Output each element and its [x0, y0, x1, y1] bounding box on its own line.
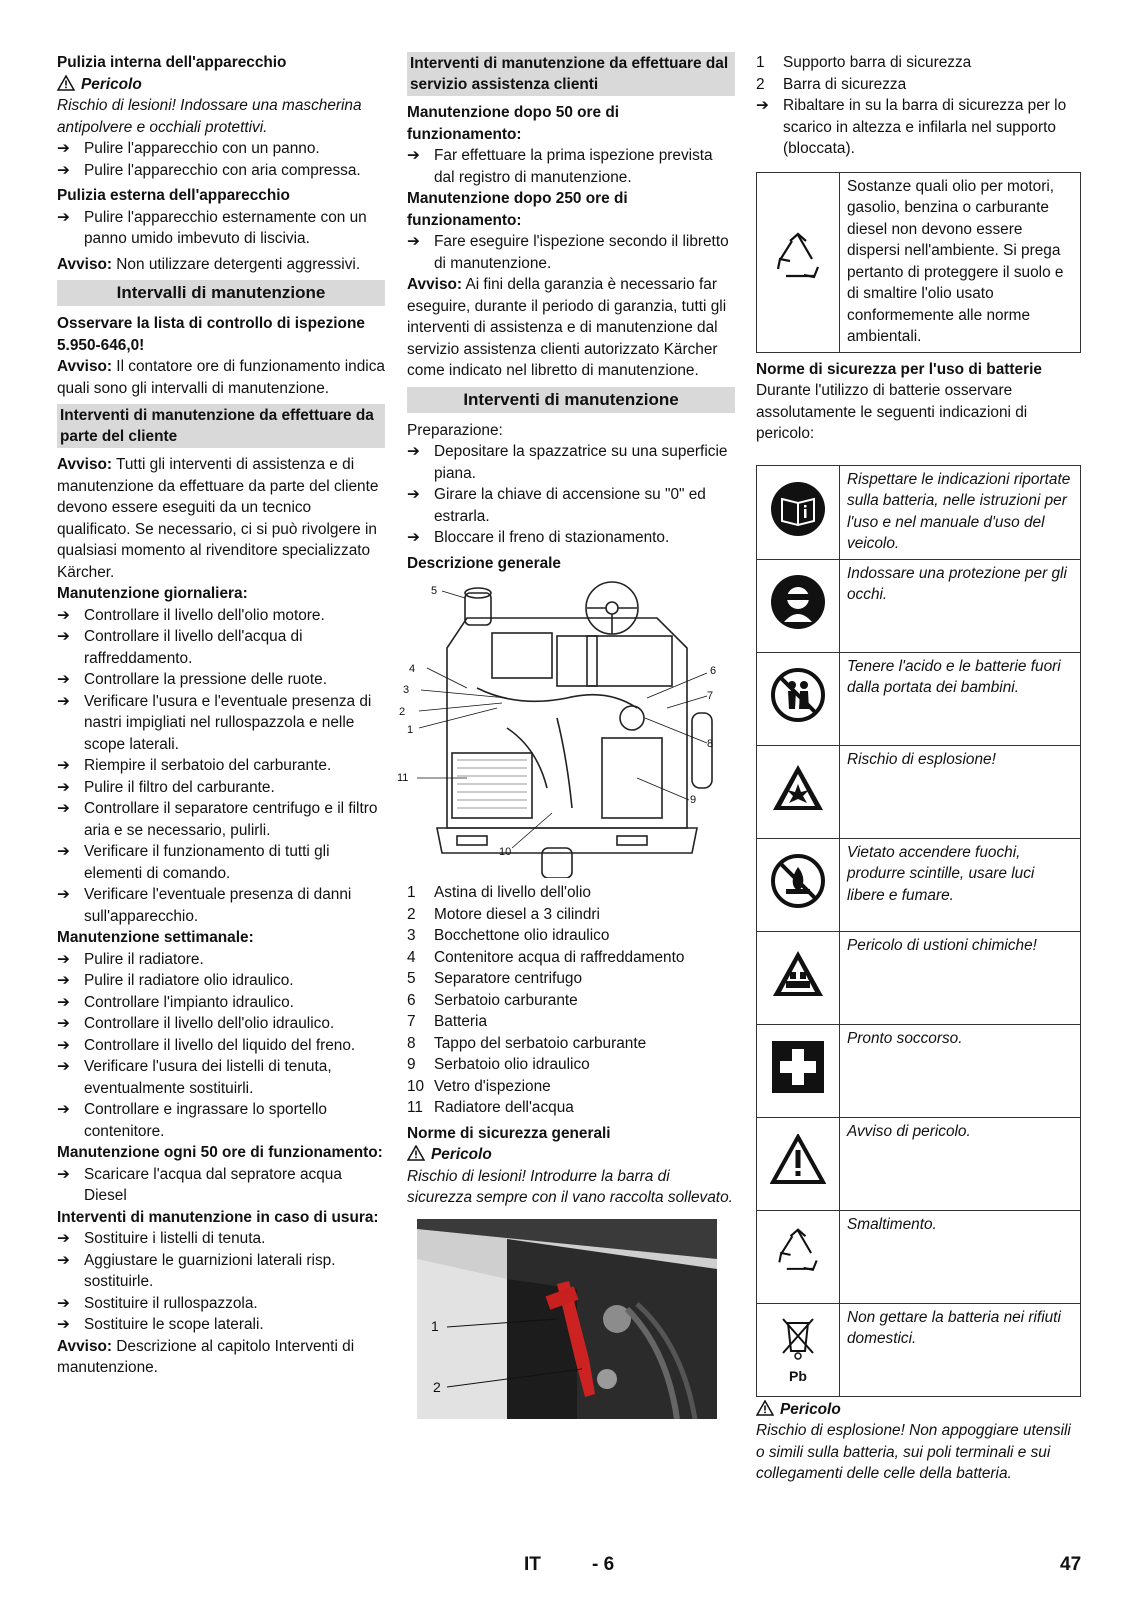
heading-checklist: Osservare la lista di controllo di ispezione 5.950-646,0!	[57, 315, 365, 354]
list-item: 10 Vetro d'ispezione	[407, 1077, 551, 1095]
heading-after250: Manutenzione dopo 250 ore di funzionamento:	[407, 190, 628, 229]
preparation-label: Preparazione:	[407, 421, 503, 439]
step: ➔ Depositare la spazzatrice su una superficie piana.	[407, 443, 728, 482]
arrow-icon: ➔	[57, 606, 70, 624]
footer-section-page: - 6	[592, 1554, 615, 1575]
step: ➔ Controllare e ingrassare lo sportello contenitore.	[57, 1101, 327, 1140]
arrow-icon: ➔	[407, 529, 420, 546]
column-left	[57, 52, 385, 1379]
danger-text: Rischio di lesioni! Introdurre la barra di sicurezza sempre con il vano raccolta sollevato.	[407, 1167, 733, 1206]
steps-50h	[57, 1164, 385, 1207]
notice: Avviso: Non utilizzare detergenti aggressivi.	[57, 255, 361, 273]
step: ➔ Ribaltare in su la barra di sicurezza per lo scarico in altezza e infilarla nel supporto (bloccata).	[756, 97, 1067, 157]
after50-steps	[407, 145, 735, 188]
section-bar-customer: Interventi di manutenzione da effettuare da parte del cliente	[57, 404, 385, 448]
machine-diagram	[397, 578, 735, 878]
list-item: 11 Radiatore dell'acqua	[407, 1099, 574, 1116]
recycling-icon	[757, 172, 840, 352]
general-warning-icon	[757, 1117, 840, 1210]
arrow-icon: ➔	[57, 208, 70, 226]
section-bar-service: Interventi di manutenzione da effettuare dal servizio assistenza clienti	[407, 52, 735, 96]
eye-protection-icon	[757, 559, 840, 652]
symbol-row	[757, 745, 1081, 838]
corrosive-warning-icon	[757, 931, 840, 1024]
arrow-icon: ➔	[57, 993, 70, 1011]
external-steps	[57, 207, 385, 250]
footer-page-number: 47	[1060, 1554, 1082, 1575]
first-aid-icon	[757, 1024, 840, 1117]
arrow-icon: ➔	[57, 886, 70, 903]
battery-intro: Durante l'utilizzo di batterie osservare assolutamente le seguenti indicazioni di pericolo:	[756, 382, 1028, 442]
danger-text: Rischio di lesioni! Indossare una mascherina antipolvere e occhiali protettivi.	[57, 97, 362, 136]
list-item: 1 Supporto barra di sicurezza	[756, 54, 972, 71]
wear-steps	[57, 1228, 385, 1336]
heading-general-description: Descrizione generale	[407, 554, 561, 572]
step: ➔ Scaricare l'acqua dal sepratore acqua Diesel	[57, 1165, 342, 1204]
step: ➔ Pulire il filtro del carburante.	[57, 777, 385, 799]
figure-label: 3	[403, 684, 410, 696]
step: ➔ Bloccare il freno di stazionamento.	[407, 527, 735, 549]
list-item: 4 Contenitore acqua di raffreddamento	[407, 948, 685, 966]
section-bar-maintenance: Interventi di manutenzione	[407, 387, 735, 413]
danger-heading: Pericolo	[57, 74, 385, 96]
step: ➔ Controllare il livello dell'olio motore.	[57, 605, 385, 627]
danger-text: Rischio di esplosione! Non appoggiare utensili o simili sulla batteria, sui poli terminali e sui collegamenti delle celle della batteria.	[756, 1422, 1071, 1482]
symbol-row	[757, 1117, 1081, 1210]
step: ➔ Controllare il livello del liquido del freno.	[57, 1035, 385, 1057]
safety-bar-picture	[417, 1219, 717, 1419]
step: ➔ Controllare il separatore centrifugo e il filtro aria e se necessario, pulirli.	[57, 800, 378, 839]
photo-label: 1	[431, 1317, 439, 1334]
photo-label: 2	[433, 1378, 441, 1395]
step: ➔ Verificare l'usura dei listelli di tenuta, eventualmente sostituirli.	[57, 1058, 332, 1097]
internal-steps	[57, 138, 385, 181]
step: ➔ Sostituire le scope laterali.	[57, 1314, 385, 1336]
list-item: 2 Motore diesel a 3 cilindri	[407, 905, 600, 923]
arrow-icon: ➔	[407, 233, 420, 250]
step: ➔ Sostituire il rullospazzola.	[57, 1293, 385, 1315]
machine-drawing	[407, 578, 735, 878]
step: ➔ Pulire il radiatore olio idraulico.	[57, 970, 385, 992]
heading-internal-cleaning: Pulizia interna dell'apparecchio	[57, 54, 287, 71]
symbol-text: Vietato accendere fuochi, produrre scintille, usare luci libere e fumare.	[840, 838, 1081, 931]
figure-label: 4	[409, 663, 416, 675]
arrow-icon: ➔	[57, 628, 70, 645]
battery-symbols-table	[756, 465, 1081, 1397]
symbol-row	[757, 838, 1081, 931]
figure-label: 10	[499, 846, 512, 858]
figure-label: 7	[707, 690, 714, 702]
figure-label: 5	[431, 585, 438, 597]
arrow-icon: ➔	[57, 972, 70, 989]
warning-triangle-icon	[756, 1400, 774, 1416]
heading-after50: Manutenzione dopo 50 ore di funzionamento:	[407, 104, 620, 143]
section-bar-intervals: Intervalli di manutenzione	[57, 280, 385, 306]
symbol-row	[757, 559, 1081, 652]
arrow-icon: ➔	[57, 1015, 70, 1032]
heading-external-cleaning: Pulizia esterna dell'apparecchio	[57, 187, 290, 204]
no-household-waste-icon	[757, 1303, 840, 1396]
symbol-text: Pericolo di ustioni chimiche!	[840, 931, 1081, 1024]
prep-steps	[407, 441, 735, 549]
step: ➔ Riempire il serbatoio del carburante.	[57, 755, 385, 777]
arrow-icon: ➔	[407, 486, 420, 503]
keep-children-away-icon	[757, 652, 840, 745]
parts-list	[407, 882, 735, 1119]
symbol-text: Avviso di pericolo.	[840, 1117, 1081, 1210]
list-item: 6 Serbatoio carburante	[407, 991, 578, 1009]
step: ➔ Pulire l'apparecchio con un panno.	[57, 138, 385, 160]
figure-label: 9	[690, 794, 697, 806]
photo-legend	[756, 52, 1081, 95]
step: ➔ Verificare l'eventuale presenza di danni sull'apparecchio.	[57, 886, 352, 925]
symbol-row	[757, 931, 1081, 1024]
recycling-icon	[757, 1210, 840, 1303]
warning-triangle-icon	[57, 75, 75, 91]
step: ➔ Pulire l'apparecchio esternamente con un panno umido imbevuto di liscivia.	[57, 208, 367, 247]
step: ➔ Pulire l'apparecchio con aria compressa.	[57, 160, 385, 182]
environment-text: Sostanze quali olio per motori, gasolio, benzina o carburante diesel non devono essere dispersi nell'ambiente. Si prega pertanto di proteggere il suolo e di smaltire l'olio usato conformemente alle norme ambientali.	[840, 172, 1081, 352]
step: ➔ Verificare l'usura e l'eventuale presenza di nastri impigliati nel rullospazzola e nelle scope laterali.	[57, 692, 372, 753]
arrow-icon: ➔	[57, 1251, 70, 1269]
list-item: 7 Batteria	[407, 1013, 488, 1030]
list-item: 8 Tappo del serbatoio carburante	[407, 1034, 647, 1052]
heading-battery-safety: Norme di sicurezza per l'uso di batterie	[756, 360, 1042, 378]
symbol-row	[757, 1210, 1081, 1303]
figure-label: 2	[399, 706, 406, 718]
arrow-icon: ➔	[57, 671, 70, 688]
step: ➔ Pulire il radiatore.	[57, 949, 385, 971]
symbol-text: Indossare una protezione per gli occhi.	[840, 559, 1081, 652]
arrow-icon: ➔	[57, 1165, 70, 1183]
arrow-icon: ➔	[57, 757, 70, 774]
arrow-icon: ➔	[57, 1294, 70, 1312]
heading-50h: Manutenzione ogni 50 ore di funzionamento:	[57, 1144, 383, 1161]
list-item: 1 Astina di livello dell'olio	[407, 884, 591, 901]
arrow-icon: ➔	[57, 140, 70, 157]
heading-daily: Manutenzione giornaliera:	[57, 585, 248, 602]
danger-heading: Pericolo	[756, 1399, 1081, 1421]
step: ➔ Controllare l'impianto idraulico.	[57, 992, 385, 1014]
step: ➔ Controllare la pressione delle ruote.	[57, 669, 385, 691]
column-middle	[397, 52, 735, 1419]
notice: Avviso: Descrizione al capitolo Interventi di manutenzione.	[57, 1337, 355, 1376]
figure-label: 1	[407, 724, 414, 736]
pb-label: Pb	[789, 1367, 807, 1384]
heading-general-safety: Norme di sicurezza generali	[407, 1124, 611, 1142]
heading-weekly: Manutenzione settimanale:	[57, 929, 254, 946]
footer-language: IT	[524, 1554, 541, 1575]
arrow-icon: ➔	[407, 147, 420, 164]
arrow-icon: ➔	[57, 800, 70, 817]
step: ➔ Sostituire i listelli di tenuta.	[57, 1228, 385, 1250]
arrow-icon: ➔	[57, 161, 70, 179]
weekly-steps	[57, 949, 385, 1143]
symbol-row	[757, 652, 1081, 745]
arrow-icon: ➔	[57, 1058, 70, 1075]
legend-steps	[756, 95, 1081, 160]
no-fire-icon	[757, 838, 840, 931]
symbol-row	[757, 1303, 1081, 1396]
figure-label: 11	[397, 772, 409, 784]
manual-info-icon	[757, 465, 840, 559]
safety-bar-photo	[417, 1219, 717, 1419]
step: ➔ Verificare il funzionamento di tutti gli elementi di comando.	[57, 843, 330, 882]
arrow-icon: ➔	[57, 1316, 70, 1333]
step: ➔ Fare eseguire l'ispezione secondo il libretto di manutenzione.	[407, 233, 729, 272]
step: ➔ Controllare il livello dell'olio idraulico.	[57, 1013, 385, 1035]
danger-heading: Pericolo	[407, 1144, 735, 1166]
symbol-text: Rischio di esplosione!	[840, 745, 1081, 838]
notice: Avviso: Tutti gli interventi di assistenza e di manutenzione da effettuare da parte del cliente devono essere eseguiti da un tecnico qualificato. Se necessario, ci si può rivolgere in qualsiasi momento al rivenditore specializzato Kärcher.	[57, 456, 379, 581]
after250-steps	[407, 231, 735, 274]
warning-triangle-icon	[407, 1145, 425, 1161]
symbol-row	[757, 465, 1081, 559]
symbol-text: Smaltimento.	[840, 1210, 1081, 1303]
list-item: 3 Bocchettone olio idraulico	[407, 927, 610, 944]
list-item: 9 Serbatoio olio idraulico	[407, 1056, 590, 1073]
symbol-text: Tenere l'acido e le batterie fuori dalla portata dei bambini.	[840, 652, 1081, 745]
arrow-icon: ➔	[57, 1230, 70, 1247]
step: ➔ Aggiustare le guarnizioni laterali risp. sostituirle.	[57, 1251, 336, 1290]
arrow-icon: ➔	[57, 1101, 70, 1118]
arrow-icon: ➔	[57, 843, 70, 860]
symbol-text: Non gettare la batteria nei rifiuti domestici.	[840, 1303, 1081, 1396]
environment-table	[756, 172, 1081, 353]
symbol-row	[757, 1024, 1081, 1117]
explosion-warning-icon	[757, 745, 840, 838]
symbol-text: Rispettare le indicazioni riportate sulla batteria, nelle istruzioni per l'uso e nel manuale d'uso del veicolo.	[840, 465, 1081, 559]
figure-label: 6	[710, 665, 717, 677]
arrow-icon: ➔	[57, 950, 70, 968]
step: ➔ Far effettuare la prima ispezione prevista dal registro di manutenzione.	[407, 147, 713, 186]
notice: Avviso: Il contatore ore di funzionamento indica quali sono gli intervalli di manutenzione.	[57, 358, 385, 397]
figure-label: 8	[707, 738, 714, 750]
symbol-text: Pronto soccorso.	[840, 1024, 1081, 1117]
step: ➔ Controllare il livello dell'acqua di raffreddamento.	[57, 628, 303, 667]
daily-steps	[57, 605, 385, 928]
arrow-icon: ➔	[57, 778, 70, 796]
step: ➔ Girare la chiave di accensione su "0" ed estrarla.	[407, 486, 706, 525]
notice: Avviso: Ai fini della garanzia è necessario far eseguire, durante il periodo di garanzia, tutti gli interventi di assistenza e di manutenzione dal servizio assistenza clienti autorizzato Kärcher come indicato nel libretto di manutenzione.	[407, 276, 727, 379]
list-item: 2 Barra di sicurezza	[756, 75, 907, 93]
arrow-icon: ➔	[57, 1036, 70, 1054]
list-item: 5 Separatore centrifugo	[407, 970, 583, 987]
arrow-icon: ➔	[57, 692, 70, 710]
column-right	[756, 52, 1081, 1485]
heading-wear: Interventi di manutenzione in caso di usura:	[57, 1208, 379, 1226]
arrow-icon: ➔	[407, 443, 420, 460]
